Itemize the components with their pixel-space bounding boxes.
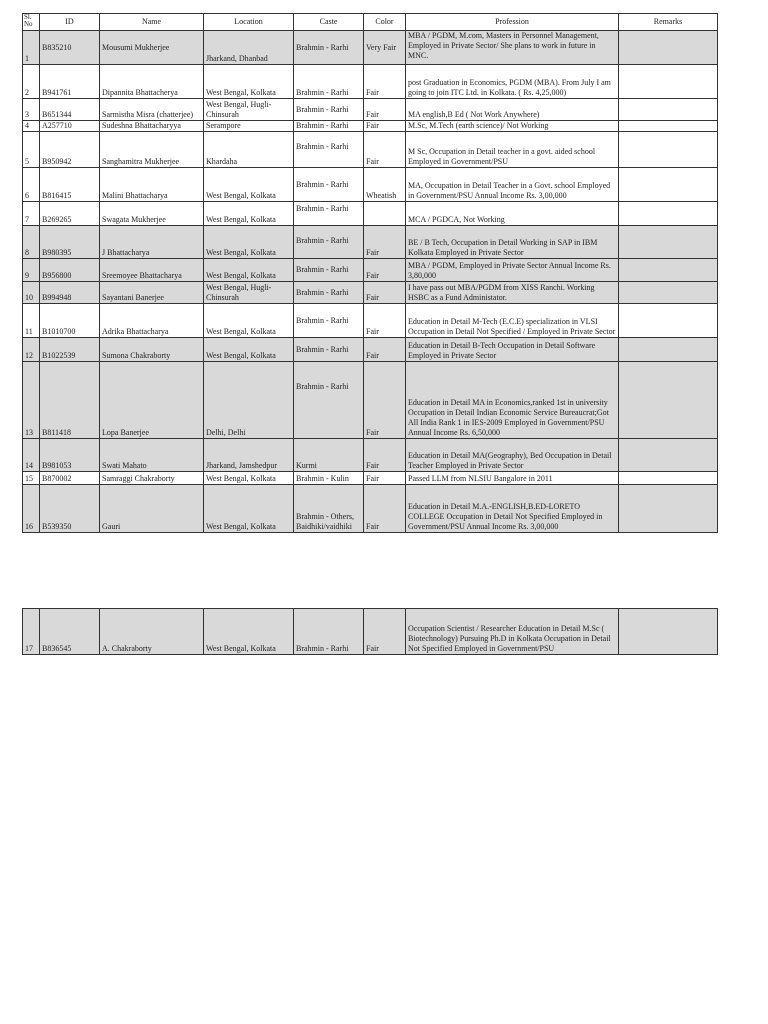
cell-id: B981053 xyxy=(40,439,100,472)
cell-sl: 8 xyxy=(23,226,40,259)
cell-id: B950942 xyxy=(40,132,100,168)
cell-location: West Bengal, Kolkata xyxy=(204,472,294,485)
cell-profession: Education in Detail B-Tech Occupation in Detail Software Employed in Private Sector xyxy=(406,338,619,362)
cell-color: Fair xyxy=(364,439,406,472)
cell-caste: Brahmin - Rarhi xyxy=(294,132,364,168)
cell-remarks xyxy=(619,99,718,121)
cell-color: Fair xyxy=(364,99,406,121)
cell-color: Fair xyxy=(364,362,406,439)
cell-caste: Brahmin - Rarhi xyxy=(294,304,364,338)
table-row xyxy=(23,282,718,304)
cell-caste: Brahmin - Others, Baidhiki/vaidhiki xyxy=(294,485,364,533)
cell-remarks xyxy=(619,132,718,168)
table-row xyxy=(23,168,718,202)
cell-color: Fair xyxy=(364,282,406,304)
table-row xyxy=(23,132,718,168)
cell-location: Jharkand, Jamshedpur xyxy=(204,439,294,472)
cell-name: Sarmistha Misra (chatterjee) xyxy=(100,99,204,121)
cell-profession: MBA / PGDM, Employed in Private Sector Annual Income Rs. 3,80,000 xyxy=(406,259,619,282)
table-row xyxy=(23,609,718,655)
cell-remarks xyxy=(619,226,718,259)
cell-name: Samraggi Chakraborty xyxy=(100,472,204,485)
cell-name: Adrika Bhattacharya xyxy=(100,304,204,338)
table-row xyxy=(23,472,718,485)
cell-id: B835210 xyxy=(40,31,100,65)
table-row xyxy=(23,65,718,99)
cell-profession: Occupation Scientist / Researcher Education in Detail M.Sc ( Biotechnology) Pursuing Ph.D in Kolkata Occupation in Detail Not Specified Employed in Government/PSU xyxy=(406,609,619,655)
cell-profession: Education in Detail M-Tech (E.C.E) specialization in VLSI Occupation in Detail Not Specified / Employed in Private Sector xyxy=(406,304,619,338)
cell-sl: 11 xyxy=(23,304,40,338)
table-row xyxy=(23,99,718,121)
header-name: Name xyxy=(100,14,204,31)
cell-profession: MA english,B Ed ( Not Work Anywhere) xyxy=(406,99,619,121)
cell-name: Swagata Mukherjee xyxy=(100,202,204,226)
cell-location: West Bengal, Hugli-Chinsurah xyxy=(204,282,294,304)
cell-name: Sreemoyee Bhattacharya xyxy=(100,259,204,282)
cell-caste: Brahmin - Kulin xyxy=(294,472,364,485)
header-remarks: Remarks xyxy=(619,14,718,31)
cell-profession: Passed LLM from NLSIU Bangalore in 2011 xyxy=(406,472,619,485)
cell-remarks xyxy=(619,259,718,282)
cell-name: Sayantani Banerjee xyxy=(100,282,204,304)
cell-id: B539350 xyxy=(40,485,100,533)
cell-id: B836545 xyxy=(40,609,100,655)
cell-sl: 3 xyxy=(23,99,40,121)
header-sl: Sl. No xyxy=(23,14,40,31)
cell-location: West Bengal, Kolkata xyxy=(204,226,294,259)
cell-id: B811418 xyxy=(40,362,100,439)
cell-profession: I have pass out MBA/PGDM from XISS Ranchi. Working HSBC as a Fund Administator. xyxy=(406,282,619,304)
cell-location: Serampore xyxy=(204,121,294,132)
cell-id: B651344 xyxy=(40,99,100,121)
table-row xyxy=(23,338,718,362)
cell-remarks xyxy=(619,65,718,99)
cell-location: West Bengal, Kolkata xyxy=(204,202,294,226)
cell-id: B956800 xyxy=(40,259,100,282)
cell-color: Very Fair xyxy=(364,31,406,65)
cell-remarks xyxy=(619,609,718,655)
cell-name: Mousumi Mukherjee xyxy=(100,31,204,65)
cell-id: B870002 xyxy=(40,472,100,485)
table-row xyxy=(23,226,718,259)
cell-remarks xyxy=(619,282,718,304)
table-row xyxy=(23,31,718,65)
cell-sl: 10 xyxy=(23,282,40,304)
cell-remarks xyxy=(619,362,718,439)
cell-remarks xyxy=(619,121,718,132)
cell-location: West Bengal, Kolkata xyxy=(204,65,294,99)
cell-caste: Brahmin - Rarhi xyxy=(294,259,364,282)
cell-remarks xyxy=(619,338,718,362)
cell-caste: Brahmin - Rarhi xyxy=(294,99,364,121)
header-id: ID xyxy=(40,14,100,31)
cell-location: West Bengal, Kolkata xyxy=(204,338,294,362)
cell-profession: MCA / PGDCA, Not Working xyxy=(406,202,619,226)
cell-caste: Brahmin - Rarhi xyxy=(294,338,364,362)
cell-location: Khardaha xyxy=(204,132,294,168)
cell-id: B269265 xyxy=(40,202,100,226)
cell-profession: Education in Detail MA in Economics,ranked 1st in university Occupation in Detail Indian Economic Service Bureaucrat;Got All India Rank 1 in IES-2009 Employed in Government/PSU Annual Income Rs. 6,50,000 xyxy=(406,362,619,439)
cell-color: Wheatish xyxy=(364,168,406,202)
cell-color: Fair xyxy=(364,121,406,132)
header-location: Location xyxy=(204,14,294,31)
cell-remarks xyxy=(619,202,718,226)
cell-caste: Brahmin - Rarhi xyxy=(294,282,364,304)
cell-caste: Brahmin - Rarhi xyxy=(294,609,364,655)
table-row xyxy=(23,362,718,439)
cell-remarks xyxy=(619,304,718,338)
cell-id: A257710 xyxy=(40,121,100,132)
cell-name: Lopa Banerjee xyxy=(100,362,204,439)
cell-profession: post Graduation in Economics, PGDM (MBA). From July I am going to join ITC Ltd. in Kolkata. ( Rs. 4,25,000) xyxy=(406,65,619,99)
data-table xyxy=(22,13,718,533)
cell-location: West Bengal, Hugli-Chinsurah xyxy=(204,99,294,121)
cell-remarks xyxy=(619,439,718,472)
cell-caste: Brahmin - Rarhi xyxy=(294,362,364,439)
cell-color: Fair xyxy=(364,304,406,338)
cell-location: West Bengal, Kolkata xyxy=(204,259,294,282)
cell-sl: 9 xyxy=(23,259,40,282)
cell-remarks xyxy=(619,472,718,485)
cell-sl: 12 xyxy=(23,338,40,362)
cell-sl: 7 xyxy=(23,202,40,226)
cell-caste: Brahmin - Rarhi xyxy=(294,31,364,65)
cell-sl: 16 xyxy=(23,485,40,533)
cell-profession: MA, Occupation in Detail Teacher in a Govt. school Employed in Government/PSU Annual Income Rs. 3,00,000 xyxy=(406,168,619,202)
cell-location: Delhi, Delhi xyxy=(204,362,294,439)
cell-caste: Brahmin - Rarhi xyxy=(294,121,364,132)
cell-remarks xyxy=(619,168,718,202)
cell-color: Fair xyxy=(364,338,406,362)
cell-caste: Brahmin - Rarhi xyxy=(294,168,364,202)
cell-id: B941761 xyxy=(40,65,100,99)
cell-name: Malini Bhattacharya xyxy=(100,168,204,202)
cell-id: B980395 xyxy=(40,226,100,259)
cell-sl: 2 xyxy=(23,65,40,99)
cell-location: West Bengal, Kolkata xyxy=(204,609,294,655)
header-caste: Caste xyxy=(294,14,364,31)
cell-sl: 6 xyxy=(23,168,40,202)
cell-color: Fair xyxy=(364,472,406,485)
cell-profession: BE / B Tech, Occupation in Detail Working in SAP in IBM Kolkata Employed in Private Sector xyxy=(406,226,619,259)
header-profession: Profession xyxy=(406,14,619,31)
cell-sl: 15 xyxy=(23,472,40,485)
data-table-continued xyxy=(22,608,718,655)
cell-id: B994948 xyxy=(40,282,100,304)
cell-sl: 5 xyxy=(23,132,40,168)
table-row xyxy=(23,259,718,282)
cell-location: West Bengal, Kolkata xyxy=(204,304,294,338)
header-row xyxy=(23,14,718,31)
cell-caste: Kurmi xyxy=(294,439,364,472)
cell-id: B1010700 xyxy=(40,304,100,338)
header-color: Color xyxy=(364,14,406,31)
cell-name: Dipannita Bhattacherya xyxy=(100,65,204,99)
table-row xyxy=(23,485,718,533)
cell-profession: Education in Detail M.A.-ENGLISH,B.ED-LORETO COLLEGE Occupation in Detail Not Specified Employed in Government/PSU Annual Income Rs. 3,00,000 xyxy=(406,485,619,533)
cell-color: Fair xyxy=(364,609,406,655)
cell-remarks xyxy=(619,485,718,533)
cell-id: B816415 xyxy=(40,168,100,202)
cell-color: Fair xyxy=(364,226,406,259)
cell-sl: 14 xyxy=(23,439,40,472)
cell-remarks xyxy=(619,31,718,65)
cell-name: A. Chakraborty xyxy=(100,609,204,655)
table-row xyxy=(23,439,718,472)
cell-caste: Brahmin - Rarhi xyxy=(294,65,364,99)
table-row xyxy=(23,304,718,338)
cell-name: Sudeshna Bhattacharyya xyxy=(100,121,204,132)
cell-caste: Brahmin - Rarhi xyxy=(294,202,364,226)
cell-location: West Bengal, Kolkata xyxy=(204,168,294,202)
cell-name: Sanghamitra Mukherjee xyxy=(100,132,204,168)
cell-name: Gauri xyxy=(100,485,204,533)
table-row xyxy=(23,121,718,132)
cell-sl: 1 xyxy=(23,31,40,65)
cell-sl: 13 xyxy=(23,362,40,439)
cell-name: J Bhattacharya xyxy=(100,226,204,259)
cell-caste: Brahmin - Rarhi xyxy=(294,226,364,259)
cell-location: West Bengal, Kolkata xyxy=(204,485,294,533)
cell-name: Sumona Chakraborty xyxy=(100,338,204,362)
cell-color xyxy=(364,202,406,226)
table-row xyxy=(23,202,718,226)
cell-color: Fair xyxy=(364,132,406,168)
cell-color: Fair xyxy=(364,485,406,533)
cell-profession: M.Sc, M.Tech (earth science)/ Not Working xyxy=(406,121,619,132)
cell-color: Fair xyxy=(364,65,406,99)
cell-location: Jharkand, Dhanbad xyxy=(204,31,294,65)
cell-name: Swati Mahato xyxy=(100,439,204,472)
cell-sl: 17 xyxy=(23,609,40,655)
cell-profession: MBA / PGDM, M.com, Masters in Personnel Management, Employed in Private Sector/ She plans to work in future in MNC. xyxy=(406,31,619,65)
cell-profession: Education in Detail MA(Geography), Bed Occupation in Detail Teacher Employed in Private Sector xyxy=(406,439,619,472)
cell-id: B1022539 xyxy=(40,338,100,362)
cell-sl: 4 xyxy=(23,121,40,132)
cell-color: Fair xyxy=(364,259,406,282)
cell-profession: M Sc, Occupation in Detail teacher in a govt. aided school Employed in Government/PSU xyxy=(406,132,619,168)
